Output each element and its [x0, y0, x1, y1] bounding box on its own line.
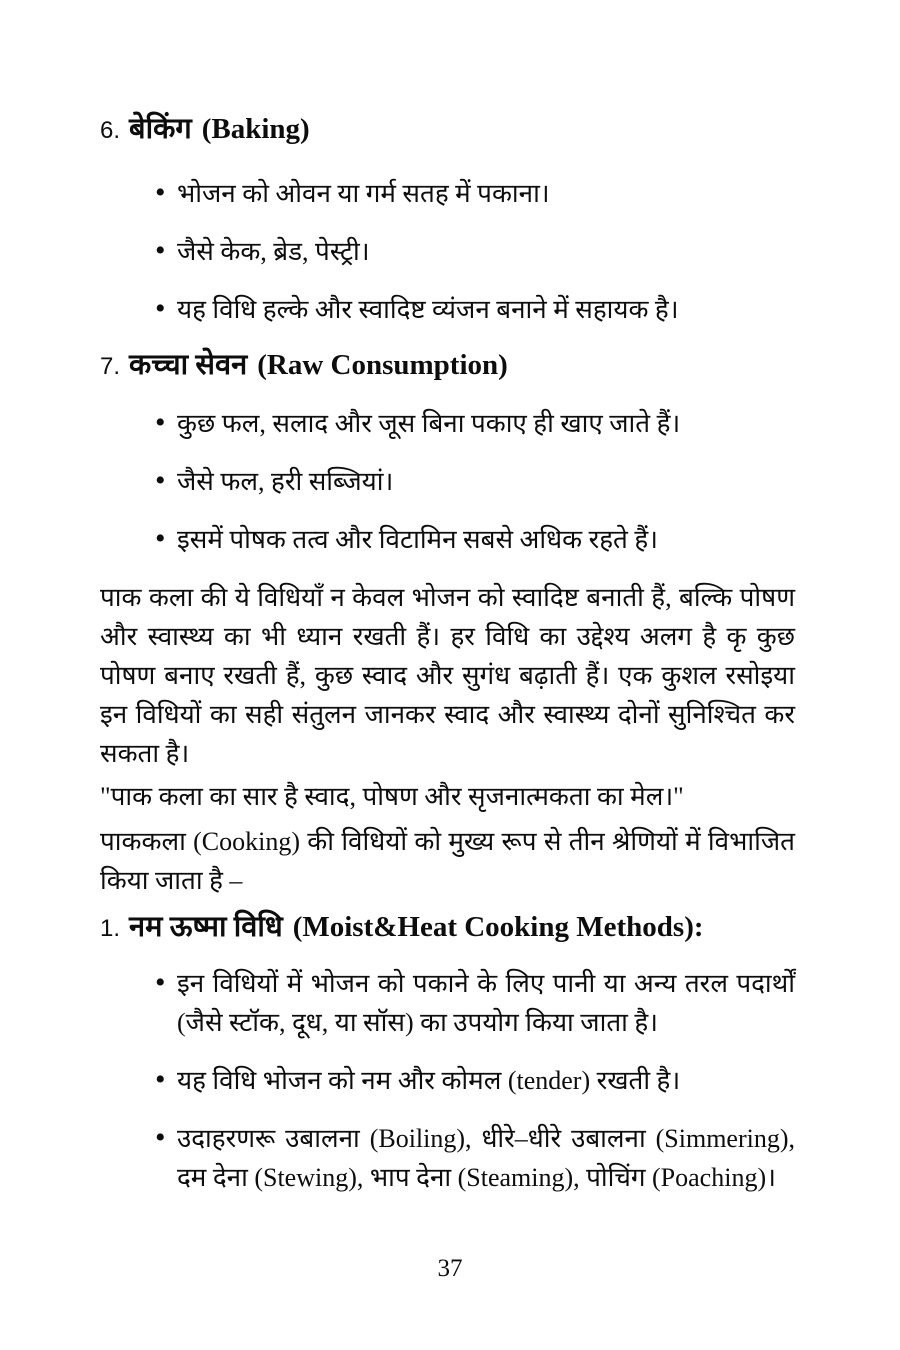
list-item: [100, 1119, 795, 1197]
section-number: 6.: [100, 117, 121, 144]
bullet-icon: •: [155, 522, 166, 555]
section-title-english: (Baking): [201, 113, 310, 145]
baking-bullet-list: [100, 174, 795, 329]
bullet-text: इसमें पोषक तत्व और विटामिन सबसे अधिक रहते हैं।: [177, 525, 659, 554]
list-item: [100, 404, 795, 443]
list-item: [100, 1061, 795, 1100]
summary-paragraph: पाक कला की ये विधियाँ न केवल भोजन को स्वादिष्ट बनाती हैं, बल्कि पोषण और स्वास्थ्य का भी ध्यान रखती हैं। हर विधि का उद्देश्य अलग है कृ कुछ पोषण बनाए रखती हैं, कुछ स्वाद और सुगंध बढ़ाती हैं। एक कुशल रसोइया इन विधियों का सही संतुलन जानकर स्वाद और स्वास्थ्य दोनों सुनिश्चित कर सकता है।: [100, 583, 795, 768]
list-item: [100, 520, 795, 559]
section-title-english: (Moist&Heat Cooking Methods):: [292, 911, 704, 943]
section-title-english: (Raw Consumption): [257, 349, 508, 381]
section-title-hindi: बेकिंग: [129, 113, 192, 145]
raw-consumption-bullet-list: [100, 404, 795, 559]
section-heading-baking: [100, 112, 795, 148]
section-number: 1.: [100, 915, 121, 942]
bullet-text: यह विधि भोजन को नम और कोमल (tender) रखती है।: [177, 1066, 681, 1095]
page-number: 37: [437, 1255, 463, 1282]
bullet-text: यह विधि हल्के और स्वादिष्ट व्यंजन बनाने में सहायक है।: [177, 295, 679, 324]
list-item: [100, 462, 795, 501]
section-number: 7.: [100, 353, 121, 380]
list-item: [100, 290, 795, 329]
bullet-text: इन विधियों में भोजन को पकाने के लिए पानी या अन्य तरल पदार्थों (जैसे स्टॉक, दूध, या सॉस) का उपयोग किया जाता है।: [177, 969, 795, 1037]
list-item: [100, 964, 795, 1042]
section-title-hindi: नम ऊष्मा विधि: [129, 911, 283, 943]
bullet-text: कुछ फल, सलाद और जूस बिना पकाए ही खाए जाते हैं।: [177, 409, 681, 438]
list-item: [100, 232, 795, 271]
bullet-icon: •: [155, 406, 166, 439]
section-title-hindi: कच्चा सेवन: [129, 349, 248, 381]
bullet-text: उदाहरणरू उबालना (Boiling), धीरे–धीरे उबालना (Simmering), दम देना (Stewing), भाप देना (Steaming), पोचिंग (Poaching)।: [177, 1124, 795, 1192]
bullet-icon: •: [155, 966, 166, 999]
section-heading-moist-heat: [100, 910, 795, 946]
list-item: [100, 174, 795, 213]
bullet-text: जैसे केक, ब्रेड, पेस्ट्री।: [177, 237, 370, 266]
bullet-text: जैसे फल, हरी सब्जियां।: [177, 467, 394, 496]
bullet-icon: •: [155, 1121, 166, 1154]
bullet-icon: •: [155, 464, 166, 497]
bullet-icon: •: [155, 176, 166, 209]
section-heading-raw-consumption: [100, 348, 795, 384]
bullet-icon: •: [155, 234, 166, 267]
moist-heat-bullet-list: [100, 964, 795, 1197]
bullet-icon: •: [155, 292, 166, 325]
intro-paragraph: पाककला (Cooking) की विधियों को मुख्य रूप से तीन श्रेणियों में विभाजित किया जाता है –: [100, 827, 795, 895]
quote-paragraph: "पाक कला का सार है स्वाद, पोषण और सृजनात्मकता का मेल।": [100, 782, 684, 811]
bullet-text: भोजन को ओवन या गर्म सतह में पकाना।: [177, 179, 550, 208]
bullet-icon: •: [155, 1063, 166, 1096]
